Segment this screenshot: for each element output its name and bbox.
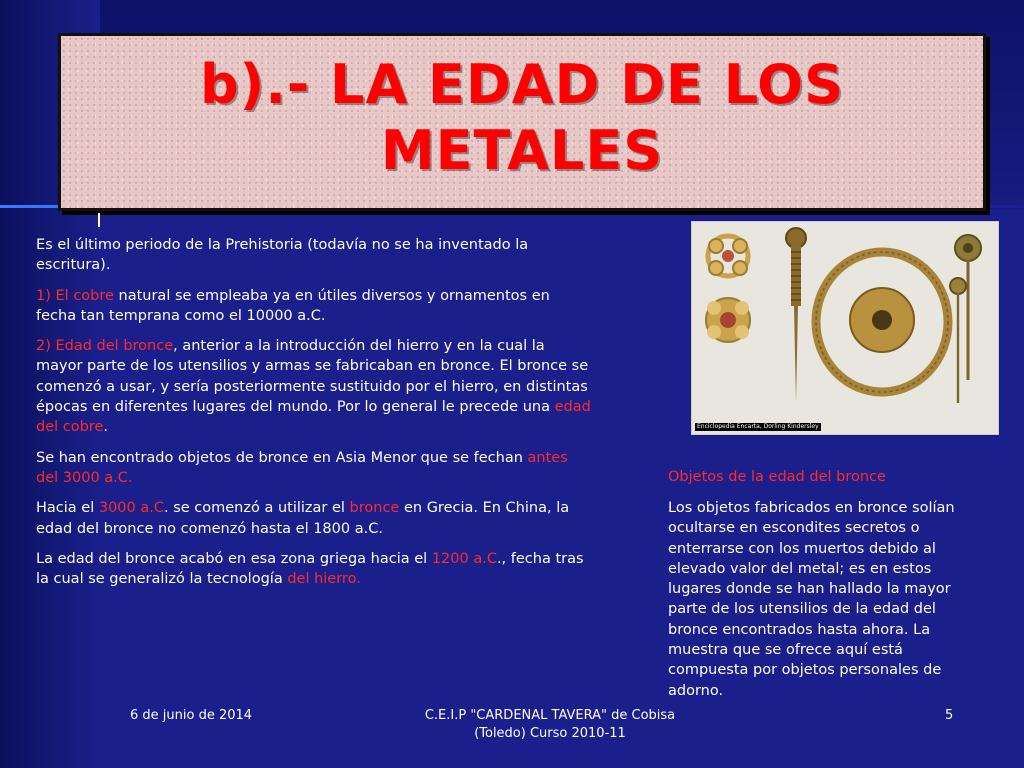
paragraph-intro-text: Es el último periodo de la Prehistoria (todavía no se ha inventado la escritura). — [36, 237, 529, 274]
bronze-age-highlight: 2) Edad del bronce — [36, 338, 174, 355]
asia-minor-text: Se han encontrado objetos de bronce en Asia Menor que se fechan — [36, 449, 528, 466]
copper-age-highlight: edad del cobre — [36, 399, 591, 436]
bronze-age-end: . — [103, 419, 108, 436]
image-credit: Enciclopedia Encarta, Dorling Kindersley — [697, 423, 819, 430]
bronze-pin-right-short — [950, 278, 966, 403]
footer-school-line2: (Toledo) Curso 2010-11 — [474, 726, 626, 741]
greece-text-b: . se comenzó a utilizar el — [163, 500, 350, 517]
greece-date-highlight: 3000 a.C — [98, 500, 164, 517]
bronze-objects-photo — [691, 221, 999, 435]
bronze-highlight: bronce — [349, 500, 400, 517]
footer-school-line1: C.E.I.P "CARDENAL TAVERA" de Cobisa — [424, 708, 676, 723]
spiral-ornament-top — [708, 236, 748, 276]
slide-title — [61, 52, 983, 184]
slide-title-line2: METALES — [380, 119, 664, 182]
paragraph-bronze-age — [36, 336, 594, 437]
bronze-age-text: , anterior a la introducción del hierro y en la cual la mayor parte de los utensilios y armas se fabricaban en bronce. El bronce se comenzó a usar, y sería posteriormente sustituido por el hierro, en distintas épocas en diferentes lugares del mundo. Por lo general le precede una — [36, 338, 589, 416]
copper-highlight: 1) El cobre — [36, 287, 114, 304]
greece-text-c: en Grecia. En China, la edad del bronce no comenzó hasta el 1800 a.C. — [36, 500, 570, 537]
paragraph-intro — [36, 235, 594, 276]
bronze-brooch-ring — [816, 252, 948, 392]
paragraph-end-bronze — [36, 549, 594, 590]
body-text — [36, 235, 594, 599]
paragraph-copper — [36, 286, 594, 327]
caption-title: Objetos de la edad del bronce — [668, 469, 886, 485]
spiral-ornament-bottom — [706, 298, 750, 342]
slide-title-line1: b).- LA EDAD DE LOS — [200, 53, 844, 116]
bronze-objects-illustration — [692, 222, 998, 434]
asia-minor-highlight: antes del 3000 a.C. — [36, 449, 568, 486]
caption-body: Los objetos fabricados en bronce solían ocultarse en escondites secretos o enterrarse con los muertos debido al elevado valor del metal; es en estos lugares donde se han hallado la mayor parte de los utensilios de la edad del bronce encontrados hasta ahora. La muestra que se ofrece aquí está compuesta por objetos personales de adorno. — [668, 500, 955, 699]
iron-highlight: del hierro. — [287, 571, 361, 588]
text-cursor — [98, 213, 100, 227]
end-bronze-text-b: ., fecha tras la cual se generalizó la tecnología — [36, 550, 584, 588]
paragraph-asia-minor — [36, 448, 594, 489]
slide-number: 5 — [945, 708, 954, 723]
footer-school — [400, 707, 700, 743]
end-bronze-text-a: La edad del bronce acabó en esa zona griega hacia el — [36, 550, 432, 567]
greece-text-a: Hacia el — [36, 500, 99, 517]
bronze-pin-long — [786, 228, 806, 402]
copper-text: natural se empleaba ya en útiles diversos y ornamentos en fecha tan temprana como el 10000 a.C. — [36, 287, 550, 324]
title-box — [58, 33, 986, 211]
end-bronze-date-highlight: 1200 a.C — [431, 550, 497, 567]
paragraph-greece-china — [36, 498, 594, 539]
footer-date: 6 de junio de 2014 — [130, 708, 253, 723]
